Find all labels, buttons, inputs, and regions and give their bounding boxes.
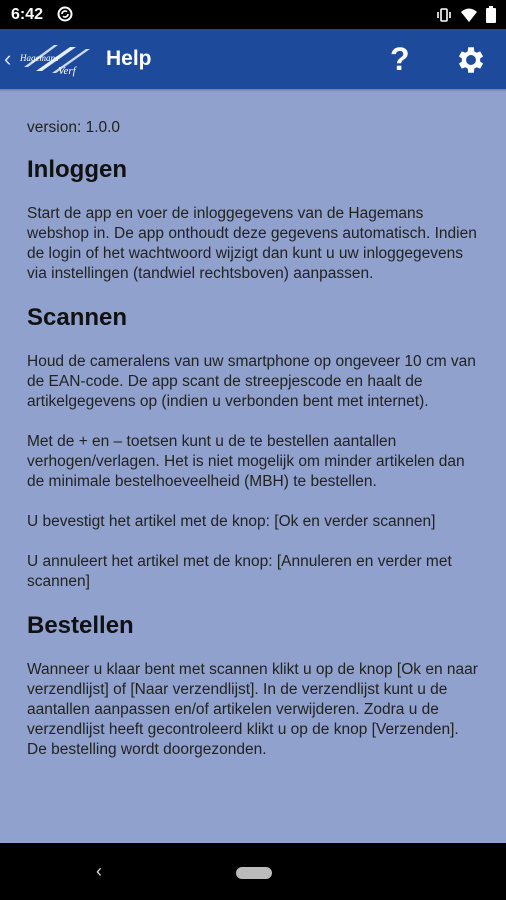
gear-icon[interactable] xyxy=(454,43,488,77)
system-nav-bar xyxy=(0,843,506,900)
sync-icon xyxy=(57,6,73,27)
svg-text:Verf: Verf xyxy=(58,65,76,77)
help-button[interactable]: ? xyxy=(390,41,410,77)
hagemans-verf-logo[interactable] xyxy=(14,41,92,77)
section-paragraph: Met de + en – toetsen kunt u de te bestellen aantallen verhogen/verlagen. Het is niet mogelijk om minder artikelen dan de minimale bestelhoeveelheid (MBH) te bestellen. xyxy=(27,433,465,490)
back-chevron-icon[interactable]: ‹ xyxy=(4,46,12,71)
vibrate-icon xyxy=(436,7,452,28)
status-bar xyxy=(0,0,506,29)
wifi-icon xyxy=(460,7,478,28)
section-paragraph: U annuleert het artikel met de knop: [Annuleren en verder met scannen] xyxy=(27,553,452,590)
home-pill-icon[interactable] xyxy=(236,867,272,879)
app-bar-shadow xyxy=(0,89,506,92)
section-heading-scannen: Scannen xyxy=(27,304,128,331)
section-paragraph: Wanneer u klaar bent met scannen klikt u op de knop [Ok en naar verzendlijst] of [Naar verzendlijst]. In de verzendlijst kunt u de aantallen aanpassen en/of artikelen verwijderen. Zodra u de verzendlijst heeft gecontroleerd klikt u op de knop [Verzenden]. De bestelling wordt doorgezonden. xyxy=(27,661,478,758)
help-content xyxy=(27,118,479,844)
svg-text:Hagemans: Hagemans xyxy=(20,53,59,63)
status-time: 6:42 xyxy=(11,6,44,23)
section-heading-inloggen: Inloggen xyxy=(27,156,127,183)
battery-icon xyxy=(486,6,496,28)
section-paragraph: Houd de cameralens van uw smartphone op ongeveer 10 cm van de EAN-code. De app scant de streepjescode en haalt de artikelgegevens op (indien u verbonden bent met internet). xyxy=(27,353,476,410)
app-bar xyxy=(0,29,506,89)
section-paragraph: Start de app en voer de inloggegevens van de Hagemans webshop in. De app onthoudt deze gegevens automatisch. Indien de login of het wachtwoord wijzigt dan kunt u uw inloggegevens via instellingen (tandwiel rechtsboven) aanpassen. xyxy=(27,205,477,282)
page-title: Help xyxy=(106,47,152,70)
version-text: version: 1.0.0 xyxy=(27,119,121,136)
section-paragraph: U bevestigt het artikel met de knop: [Ok en verder scannen] xyxy=(27,513,436,530)
nav-back-icon[interactable]: ‹ xyxy=(96,861,102,881)
section-heading-bestellen: Bestellen xyxy=(27,612,134,639)
